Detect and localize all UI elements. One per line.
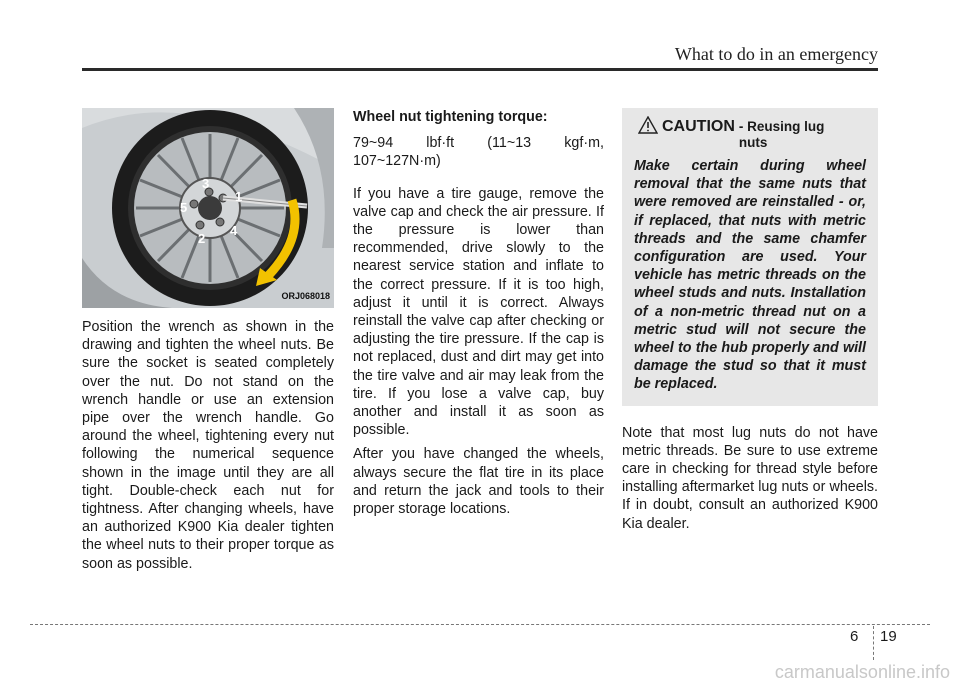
storage-paragraph: After you have changed the wheels, always secure the flat tire in its place and return the jack and tools to their proper storage locations. — [353, 446, 604, 518]
lug-number-1: 1 — [235, 189, 243, 204]
lug-number-2: 2 — [198, 231, 206, 246]
warning-triangle-icon — [638, 116, 658, 134]
caution-body: Make certain during wheel removal that the same nuts that were removed are reinstalled - or, if replaced, that nuts with metric threads and the same chamfer configuration are used. Your vehicle has metric threads on the wheel studs and nuts. Installation of a non-metric thread nut on a metric stud will not secure the wheel to the hub properly and will damage the stud so that it must be replaced. — [634, 158, 866, 393]
lug-nut-note: Note that most lug nuts do not have metric threads. Be sure to use extreme care in checking for thread style before installing aftermarket lug nuts or wheels. If in doubt, consult an authorized K900 Kia dealer. — [622, 424, 878, 532]
column-1 — [82, 108, 334, 573]
lug-sequence-labels — [82, 108, 334, 308]
column-2 — [353, 108, 604, 518]
page-number-divider — [873, 626, 874, 660]
wheel-figure — [82, 108, 334, 308]
torque-heading: Wheel nut tightening torque: — [353, 109, 548, 125]
lug-number-3: 3 — [202, 176, 210, 191]
page-number: 19 — [880, 628, 897, 645]
column-3 — [622, 108, 878, 533]
lug-number-5: 5 — [180, 200, 188, 215]
tire-pressure-paragraph: If you have a tire gauge, remove the valve cap and check the air pressure. If the pressure is lower than recommended, drive slowly to the nearest service station and inflate to the correct pressure. If it is too high, adjust it until it is correct. Always reinstall the valve cap after checking or adjusting the tire pressure. If the cap is not replaced, dust and dirt may get into the tire valve and air may leak from the tire. If you lose a valve cap, buy another and install it as soon as possible. — [353, 185, 604, 439]
section-number: 6 — [850, 628, 859, 645]
section-title: What to do in an emergency — [674, 44, 878, 64]
figure-code: ORJ068018 — [281, 290, 330, 301]
header-rule — [82, 68, 878, 71]
caution-box — [622, 108, 878, 406]
caution-word: CAUTION — [662, 118, 735, 135]
caution-subtitle: - Reusing lug nuts — [738, 119, 825, 150]
watermark: carmanualsonline.info — [774, 662, 950, 682]
caution-header — [638, 118, 866, 151]
wrench-instructions: Position the wrench as shown in the drawing and tighten the wheel nuts. Be sure the socket is seated completely over the nut. Do not stand on the wrench handle or use an extension pipe over the wrench handle. Go around the wheel, tightening every nut following the numerical sequence shown in the image until they are all tight. Double-check each nut for tightness. After changing wheels, have an authorized K900 Kia dealer tighten the wheel nuts to their proper torque as soon as possible. — [82, 319, 334, 572]
footer-rule — [30, 624, 930, 625]
lug-number-4: 4 — [230, 223, 238, 238]
torque-values: 79~94 lbf·ft (11~13 kgf·m, 107~127N·m) — [353, 135, 604, 170]
